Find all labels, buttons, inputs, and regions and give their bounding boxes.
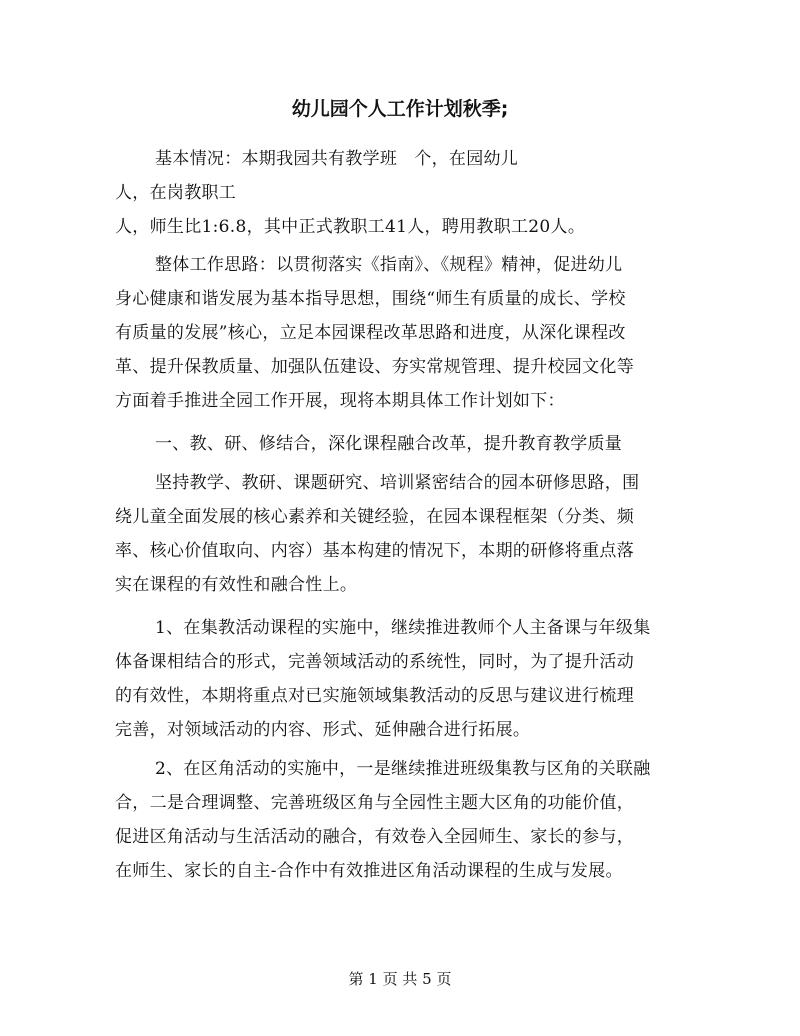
paragraph-3-line: 一、教、研、修结合，深化课程融合改革，提升教育教学质量 — [155, 434, 623, 454]
paragraph-6-line: 在师生、家长的自主-合作中有效推进区角活动课程的生成与发展。 — [115, 861, 623, 881]
paragraph-5-line: 1、在集教活动课程的实施中，继续推进教师个人主备课与年级集 — [155, 618, 651, 638]
paragraph-2-line: 整体工作思路：以贯彻落实《指南》、《规程》精神，促进幼儿 — [155, 255, 623, 275]
paragraph-4-line: 绕儿童全面发展的核心素养和关键经验，在园本课程框架（分类、频 — [115, 507, 634, 527]
paragraph-2-line: 有质量的发展”核心，立足本园课程改革思路和进度，从深化课程改 — [115, 323, 626, 343]
paragraph-6-line: 合，二是合理调整、完善班级区角与全园性主题大区角的功能价值， — [115, 793, 634, 813]
paragraph-6-line: 2、在区角活动的实施中，一是继续推进班级集教与区角的关联融 — [155, 759, 651, 779]
paragraph-6-line: 促进区角活动与生活活动的融合，有效卷入全园师生、家长的参与， — [115, 827, 634, 847]
page-footer: 第 1 页 共 5 页 — [348, 970, 452, 988]
paragraph-1-line: 基本情况：本期我园共有教学班 个，在园幼儿 — [155, 149, 519, 169]
paragraph-5-line: 的有效性，本期将重点对已实施领域集教活动的反思与建议进行梳理 — [115, 686, 634, 706]
paragraph-2-line: 方面着手推进全园工作开展，现将本期具体工作计划如下： — [115, 391, 565, 411]
paragraph-1-line: 人，师生比1:6.8，其中正式教职工41人，聘用教职工20人。 — [115, 217, 586, 237]
paragraph-2-line: 身心健康和谐发展为基本指导思想，围绕“师生有质量的成长、学校 — [115, 289, 626, 309]
paragraph-5-line: 体备课相结合的形式，完善领域活动的系统性，同时，为了提升活动 — [115, 652, 634, 672]
document-title: 幼儿园个人工作计划秋季; — [291, 98, 509, 120]
paragraph-4-line: 坚持教学、教研、课题研究、培训紧密结合的园本研修思路，围 — [155, 473, 640, 493]
paragraph-1-line: 人，在岗教职工 — [115, 183, 237, 203]
paragraph-4-line: 实在课程的有效性和融合性上。 — [115, 575, 358, 595]
paragraph-4-line: 率、核心价值取向、内容）基本构建的情况下，本期的研修将重点落 — [115, 541, 634, 561]
paragraph-2-line: 革、提升保教质量、加强队伍建设、夯实常规管理、提升校园文化等 — [115, 357, 634, 377]
paragraph-5-line: 完善，对领域活动的内容、形式、延伸融合进行拓展。 — [115, 720, 531, 740]
